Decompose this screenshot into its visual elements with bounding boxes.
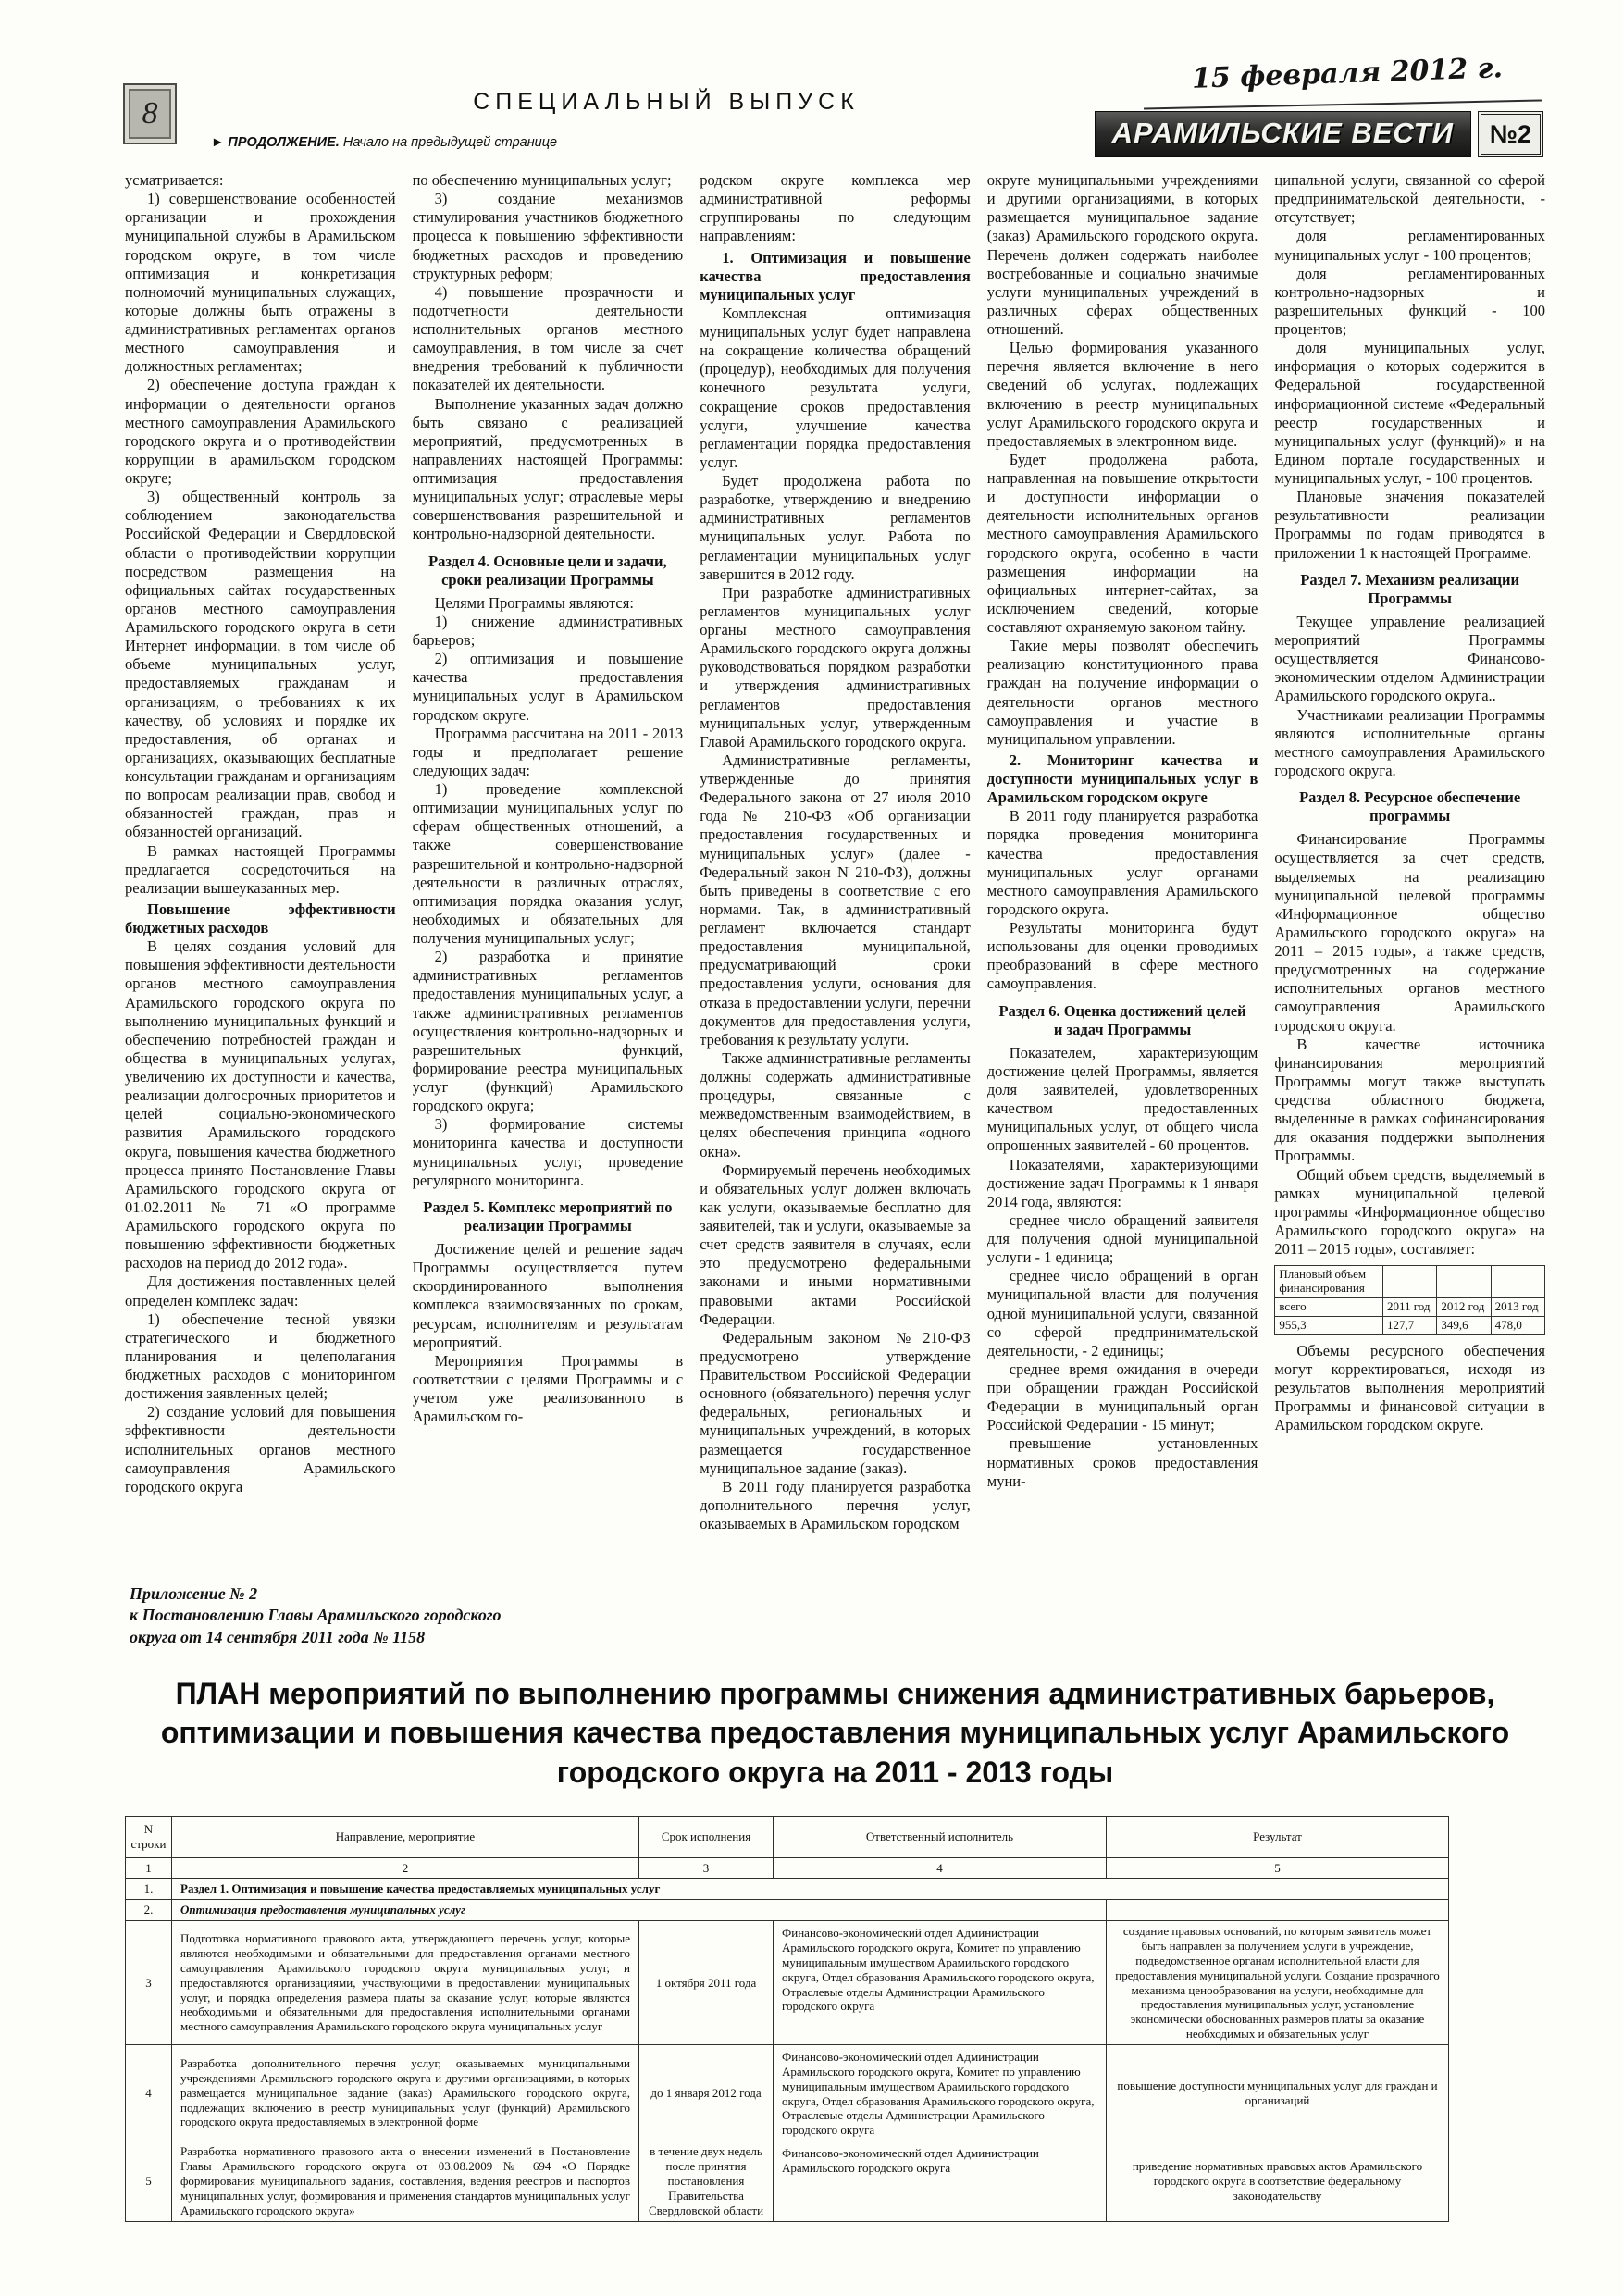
plan-table-column-number: 1 [126, 1857, 172, 1879]
plan-executor: Финансово-экономический отдел Администрации Арамильского городского округа [774, 2141, 1107, 2221]
paragraph: 3) общественный контроль за соблюдением законодательства Российской Федерации и Свердловской области о противодействии коррупции посредством размещения на официальных сайтах государственных органов местного самоуправления Арамильского городского округа в сети Интернет информации, в том числе об объеме муниципальных услуг, предоставляемых гражданам и организациям, о требованиях к их качеству, об условиях и порядке их предоставления, об органах и организациях, оказывающих бесплатные консультации гражданам и организациям по вопросам реализации прав, свобод и обязанностей граждан, прав и обязанностей организаций. [125, 488, 396, 841]
paragraph: Текущее управление реализацией мероприятий Программы осуществляется Финансово-экономическим отделом Администрации Арамильского городского округа.. [1274, 612, 1545, 705]
plan-table-column-number: 3 [639, 1857, 774, 1879]
plan-empty-cell [1107, 1900, 1449, 1921]
paragraph: Целями Программы являются: [434, 593, 634, 612]
paragraph: среднее число обращений в орган муниципальной власти для получения одной муниципальной услуги, связанной со сферой предпринимательской деятельности, - 2 единицы; [986, 1267, 1258, 1359]
paragraph: по обеспечению муниципальных услуг; [412, 171, 672, 189]
paragraph: Целью формирования указанного перечня является включение в него сведений об услугах, подлежащих включению в реестр муниципальных услуг Арамильского городского округа и предоставляемых в электронном виде. [986, 339, 1258, 450]
paragraph: Программа рассчитана на 2011 - 2013 годы и предполагает решение следующих задач: [412, 724, 684, 779]
plan-title: ПЛАН мероприятий по выполнению программы снижения административных барьеров, оптимизации и повышения качества предоставления муниципальных услуг Арамильского городского округа на 2011 - 2013 годы [160, 1677, 1510, 1789]
plan-row-number: 1. [126, 1879, 172, 1900]
finance-year-header: 2013 год [1491, 1298, 1544, 1317]
plan-table-header: Направление, мероприятие [172, 1816, 639, 1857]
plan-activity: Подготовка нормативного правового акта, утверждающего перечень услуг, которые являются необходимыми и обязательными для предоставления органами местного самоуправления Арамильского городского округа муниципальных услуг, и предоставляются организациями, участвующими в предоставлении муниципальных услуг, и порядка определения размера платы за оказание услуг, которые являются необходимыми и обязательными для предоставления исполнительными органами местного самоуправления Арамильского городского округа муниципальных услуг [172, 1921, 639, 2045]
page-number: 8 [142, 96, 158, 130]
paragraph: В 2011 году планируется разработка дополнительного перечня услуг, оказываемых в Арамильском городском [700, 1477, 971, 1533]
section-heading: Раздел 8. Ресурсное обеспечение программы [1299, 788, 1521, 825]
plan-table-header: Результат [1107, 1816, 1449, 1857]
paragraph: Участниками реализации Программы являются исполнительные органы местного самоуправления Арамильского городского округа. [1274, 705, 1545, 779]
continuation-arrow-icon: ► [211, 135, 225, 150]
section-heading: Раздел 6. Оценка достижений целей и задач Программы [998, 1001, 1246, 1038]
paragraph: Такие меры позволят обеспечить реализацию конституционного права граждан на получение информации о деятельности органов местного самоуправления и участие в муниципальном управлении. [986, 637, 1258, 748]
finance-table [1274, 1265, 1545, 1335]
section-heading: Раздел 7. Механизм реализации Программы [1300, 570, 1520, 607]
paragraph: 3) формирование системы мониторинга качества и доступности муниципальных услуг, проведение регулярного мониторинга. [412, 1115, 684, 1189]
paragraph: При разработке административных регламентов муниципальных услуг органы местного самоуправления Арамильского городского округа должны руководствоваться порядком разработки и утверждения административных регламентов предоставления муниципальных услуг, утвержденным Главой Арамильского городского округа. [700, 583, 971, 751]
plan-activity: Разработка дополнительного перечня услуг, оказываемых муниципальными учреждениями Арамильского городского округа и другими организациями, в которых размещается муниципальное задание (заказ) Арамильского городского округа, подлежащих включению в реестр муниципальных услуг (функций) Арамильского городского округа предоставляемых в электронной форме [172, 2045, 639, 2141]
paragraph: Также административные регламенты должны содержать административные процедуры, связанные с межведомственным взаимодействием, в целях обеспечения принципа «одного окна». [700, 1049, 971, 1160]
paragraph: В 2011 году планируется разработка порядка проведения мониторинга качества предоставления муниципальных услуг органами местного самоуправления Арамильского городского округа. [986, 807, 1258, 918]
finance-table-title: Плановый объем финансирования [1275, 1266, 1383, 1298]
appendix-line: округа от 14 сентября 2011 года № 1158 [130, 1627, 426, 1646]
plan-row-number: 4 [126, 2045, 172, 2141]
plan-subsection-title: Оптимизация предоставления муниципальных услуг [172, 1900, 1107, 1921]
text-column-4 [987, 171, 1258, 1559]
text-column-3 [700, 171, 971, 1559]
paragraph: среднее число обращений заявителя для получения одной муниципальной услуги - 1 единица; [986, 1210, 1258, 1267]
appendix-line: к Постановлению Главы Арамильского городского [130, 1606, 502, 1625]
text-column-5 [1274, 171, 1545, 1559]
paragraph: среднее время ожидания в очереди при обращении граждан Российской Федерации в муниципальный орган Российской Федерации - 15 минут; [986, 1359, 1258, 1434]
paragraph: Результаты мониторинга будут использованы для оценки проводимых преобразований в сфере местного самоуправления. [986, 919, 1258, 993]
paragraph: Для достижения поставленных целей определен комплекс задач: [125, 1272, 396, 1309]
paragraph: 3) создание механизмов стимулирования участников бюджетного процесса к повышению эффективности бюджетных расходов и проведению структурных реформ; [412, 190, 684, 282]
paragraph: Показателями, характеризующими достижение задач Программы к 1 января 2014 года, являются: [986, 1155, 1258, 1210]
paragraph: Объемы ресурсного обеспечения могут корректироваться, исходя из результатов выполнения мероприятий Программы и финансовой ситуации в Арамильском городском округе. [1274, 1341, 1545, 1434]
section-heading: 2. Мониторинг качества и доступности муниципальных услуг в Арамильском городском округе [986, 751, 1258, 807]
section-title: СПЕЦИАЛЬНЫЙ ВЫПУСК [473, 89, 860, 115]
finance-cell-empty [1437, 1266, 1491, 1298]
paragraph: 1) совершенствование особенностей организации и прохождения муниципальной службы в Арамильском городском округе, в том числе оптимизация и конкретизация полномочий муниципальных служащих, которые должны быть отражены в административных регламентах органов местного самоуправления и должностных регламентах; [125, 190, 396, 376]
plan-table-column-number: 4 [774, 1857, 1107, 1879]
plan-deadline: 1 октября 2011 года [639, 1921, 774, 2045]
continuation-note [211, 135, 557, 150]
paragraph: 1) снижение административных барьеров; [412, 612, 684, 649]
paragraph: Показателем, характеризующим достижение целей Программы, является доля заявителей, удовлетворенных качеством предоставленных муниципальных услуг, от общего числа опрошенных заявителей - 60 процентов. [986, 1043, 1258, 1155]
finance-row-label: всего [1275, 1298, 1383, 1317]
plan-executor: Финансово-экономический отдел Администрации Арамильского городского округа, Комитет по управлению муниципальным имуществом Арамильского городского округа, Отдел образования Арамильского городского округа, Отраслевые отделы Администрации Арамильского городского округа [774, 2045, 1107, 2141]
finance-year-value: 349,6 [1437, 1316, 1491, 1334]
paragraph: Финансирование Программы осуществляется за счет средств, выделяемых на реализацию муниципальной целевой программы «Информационное общество Арамильского городского округа» на 2011 – 2015 годы», а также средств, предусмотренных на содержание исполнительных органов местного самоуправления Арамильского городского округа. [1274, 830, 1545, 1035]
appendix-note [130, 1583, 1623, 1648]
paragraph: родском округе комплекса мер административной реформы сгруппированы по следующим направлениям: [700, 171, 971, 245]
paragraph: В качестве источника финансирования мероприятий Программы могут также выступать средства областного бюджета, выделенные в рамках софинансирования для оказания поддержки выполнения Программы. [1274, 1035, 1545, 1165]
section-heading: Раздел 4. Основные цели и задачи, сроки реализации Программы [428, 552, 667, 589]
paragraph: Административные регламенты, утвержденные до принятия Федерального закона от 27 июля 2010 года № 210-ФЗ «Об организации предоставления государственных и муниципальных услуг» (далее - Федеральный закон N 210-ФЗ), должны быть приведены в соответствие с его нормами. Так, в административный регламент включается стандарт предоставления муниципальной, предусматривающий сроки предоставления услуги, основания для отказа в предоставлении услуги, перечни документов для предоставления услуги, требования к результату услуги. [700, 751, 971, 1049]
plan-deadline: в течение двух недель после принятия постановления Правительства Свердловской области [639, 2141, 774, 2221]
masthead-title: АРАМИЛЬСКИЕ ВЕСТИ [1095, 111, 1471, 157]
plan-activity: Разработка нормативного правового акта о внесении изменений в Постановление Главы Арамильского городского округа от 03.08.2009 № 694 «О Порядке формирования муниципального задания, составления, ведения реестров и паспортов муниципальных услуг, формирования и применения стандартов муниципальных услуг Арамильского городского округа» [172, 2141, 639, 2221]
paragraph: 2) оптимизация и повышение качества предоставления муниципальных услуг в Арамильском городском округе. [412, 650, 684, 724]
paragraph: усматривается: [125, 171, 224, 189]
finance-cell-empty [1491, 1266, 1544, 1298]
paragraph: Комплексная оптимизация муниципальных услуг будет направлена на сокращение количества обращений (процедур), необходимых для получения конечного результата услуги, сокращение сроков предоставления услуги, улучшение качества регламентации порядка предоставления услуг. [700, 304, 971, 471]
paragraph: доля регламентированных контрольно-надзорных и разрешительных функций - 100 процентов; [1274, 264, 1545, 338]
finance-year-value: 478,0 [1491, 1316, 1544, 1334]
paragraph: Федеральным законом №210-ФЗ предусмотрено утверждение Правительством Российской Федерации основного (обязательного) перечня услуг федеральных, региональных и муниципальных учреждений, в которых размещается государственное муниципальное задание (заказ). [700, 1328, 971, 1477]
paragraph: Будет продолжена работа, направленная на повышение открытости и доступности информации о деятельности исполнительных органов местного самоуправления Арамильского городского округа, особенно в части размещения информации на официальных интернет-сайтах, за исключением сведений, которые составляют охраняемую законом тайну. [986, 450, 1258, 636]
plan-executor: Финансово-экономический отдел Администрации Арамильского городского округа, Комитет по управлению муниципальным имуществом Арамильского городского округа, Отдел образования Арамильского городского округа, Отраслевые отделы Администрации Арамильского городского округа [774, 1921, 1107, 2045]
continuation-label: ПРОДОЛЖЕНИЕ. [228, 135, 340, 150]
appendix-line: Приложение № 2 [130, 1584, 258, 1603]
plan-table-header: Срок исполнения [639, 1816, 774, 1857]
plan-section-title: Раздел 1. Оптимизация и повышение качества предоставляемых муниципальных услуг [172, 1879, 1449, 1900]
section-heading: 1. Оптимизация и повышение качества предоставления муниципальных услуг [700, 248, 971, 304]
finance-year-header: 2011 год [1383, 1298, 1437, 1317]
paragraph: 1) проведение комплексной оптимизации муниципальных услуг по сферам общественных отношений, а также совершенствование разрешительной и контрольно-надзорной деятельности в различных отраслях, оптимизация порядка оказания услуг, необходимых и обязательных для получения муниципальных услуг; [412, 780, 684, 947]
plan-table [125, 1816, 1449, 2222]
paragraph: В рамках настоящей Программы предлагается сосредоточиться на реализации вышеуказанных мер. [125, 841, 396, 897]
plan-table-header: Ответственный исполнитель [774, 1816, 1107, 1857]
plan-table-column-number: 5 [1107, 1857, 1449, 1879]
paragraph: 2) обеспечение доступа граждан к информации о деятельности органов местного самоуправления Арамильского городского округа и о противодействии коррупции в арамильском городском округе; [125, 376, 396, 487]
finance-year-value: 127,7 [1383, 1316, 1437, 1334]
plan-result: приведение нормативных правовых актов Арамильского городского округа в соответствие федеральному законодательству [1107, 2141, 1449, 2221]
paragraph: доля муниципальных услуг, информация о которых содержится в Федеральной государственной информационной системе «Федеральный реестр государственных и муниципальных услуг (функций)» и на Едином портале государственных и муниципальных услуг, - 100 процентов. [1274, 339, 1545, 487]
paragraph: 1) обеспечение тесной увязки стратегического и бюджетного планирования и целеполагания бюджетных расходов с мониторингом достижения заявленных целей; [125, 1309, 396, 1403]
paragraph: Выполнение указанных задач должно быть связано с реализацией мероприятий, предусмотренных в направлениях настоящей Программы: оптимизация предоставления муниципальных услуг; отраслевые меры совершенствования разрешительной и контрольно-надзорной деятельности. [412, 394, 684, 543]
text-column-2 [413, 171, 684, 1559]
finance-cell-empty [1383, 1266, 1437, 1298]
plan-table-header: N строки [126, 1816, 172, 1857]
paragraph: Формируемый перечень необходимых и обязательных услуг должен включать как услуги, оказываемые бесплатно для заявителей, так и услуги, оказываемые за счет средств заявителя в случаях, если это предусмотрено федеральными законами и иными нормативными правовыми актами Российской Федерации. [700, 1160, 971, 1328]
paragraph: доля регламентированных муниципальных услуг - 100 процентов; [1274, 227, 1545, 264]
plan-row-number: 2. [126, 1900, 172, 1921]
finance-total-value: 955,3 [1275, 1316, 1383, 1334]
paragraph: Общий объем средств, выделяемый в рамках муниципальной целевой программы «Информационное общество Арамильского городского округа» на 2011 – 2015 годы», составляет: [1274, 1165, 1545, 1258]
plan-deadline: до 1 января 2012 года [639, 2045, 774, 2141]
issue-number: №2 [1478, 111, 1543, 157]
paragraph: В целях создания условий для повышения эффективности деятельности органов местного самоуправления Арамильского городского округа по выполнению муниципальных функций и обеспечению потребностей граждан и общества в муниципальных услугах, увеличению их доступности и качества, реализации долгосрочных приоритетов и целей социально-экономического развития Арамильского городского округа, повышения качества бюджетного процесса принято Постановление Главы Арамильского городского округа от 01.02.2011 № 71 «О программе Арамильского городского округа по повышению эффективности бюджетных расходов на период до 2012 года». [125, 937, 396, 1272]
paragraph: 4) повышение прозрачности и подотчетности деятельности исполнительных органов местного самоуправления, в том числе за счет внедрения требований к публичности показателей их деятельности. [412, 282, 684, 394]
plan-row-number: 3 [126, 1921, 172, 2045]
finance-year-header: 2012 год [1437, 1298, 1491, 1317]
issue-date: 15 февраля 2012 г. [1191, 52, 1504, 95]
section-heading: Повышение эффективности бюджетных расходов [125, 900, 396, 937]
paragraph: округе муниципальными учреждениями и другими организациями, в которых размещается муниципальное задание (заказ) Арамильского городского округа. Перечень должен содержать наиболее востребованные и социально значимые услуги муниципальных учреждений в различных сферах общественных отношений. [986, 171, 1258, 338]
plan-table-column-number: 2 [172, 1857, 639, 1879]
plan-result: создание правовых оснований, по которым заявитель может быть направлен за получением услуги в учреждение, подведомственное органам исполнительной власти для предоставления муниципальной услуги. Создание прозрачного механизма ценообразования на услуги, необходимые для предоставления муниципальных услуг, установление экономически обоснованных размеров платы за оказание необходимых и обязательных услуг [1107, 1921, 1449, 2045]
paragraph: 2) создание условий для повышения эффективности деятельности исполнительных органов местного самоуправления Арамильского городского округа [125, 1403, 396, 1496]
paragraph: Плановые значения показателей результативности реализации Программы по годам приводятся в приложении 1 к настоящей Программе. [1274, 488, 1545, 562]
page-header [0, 0, 1623, 171]
plan-result: повышение доступности муниципальных услуг для граждан и организаций [1107, 2045, 1449, 2141]
paragraph: превышение установленных нормативных сроков предоставления муни- [986, 1434, 1258, 1490]
section-heading: Раздел 5. Комплекс мероприятий по реализации Программы [423, 1198, 673, 1235]
paragraph: Будет продолжена работа по разработке, утверждению и внедрению административных регламентов муниципальных услуг. Работа по регламентации муниципальных услуг завершится в 2012 году. [700, 472, 971, 583]
paragraph: Достижение целей и решение задач Программы осуществляется путем скоординированного выполнения комплекса взаимосвязанных по срокам, ресурсам, исполнителям и результатам мероприятий. [412, 1240, 684, 1351]
continuation-text: Начало на предыдущей странице [339, 135, 558, 150]
text-column-1 [125, 171, 396, 1559]
masthead-banner [1095, 111, 1543, 157]
paragraph: 2) разработка и принятие административных регламентов предоставления муниципальных услуг, а также административных регламентов осуществления контрольно-надзорных и разрешительных функций, формирование реестра муниципальных услуг (функций) Арамильского городского округа; [412, 948, 684, 1115]
paragraph: ципальной услуги, связанной со сферой предпринимательской деятельности, - отсутствует; [1274, 171, 1545, 227]
paragraph: Мероприятия Программы в соответствии с целями Программы и с учетом уже реализованного в Арамильском го- [412, 1351, 684, 1426]
plan-row-number: 5 [126, 2141, 172, 2221]
body-columns [125, 171, 1545, 1559]
